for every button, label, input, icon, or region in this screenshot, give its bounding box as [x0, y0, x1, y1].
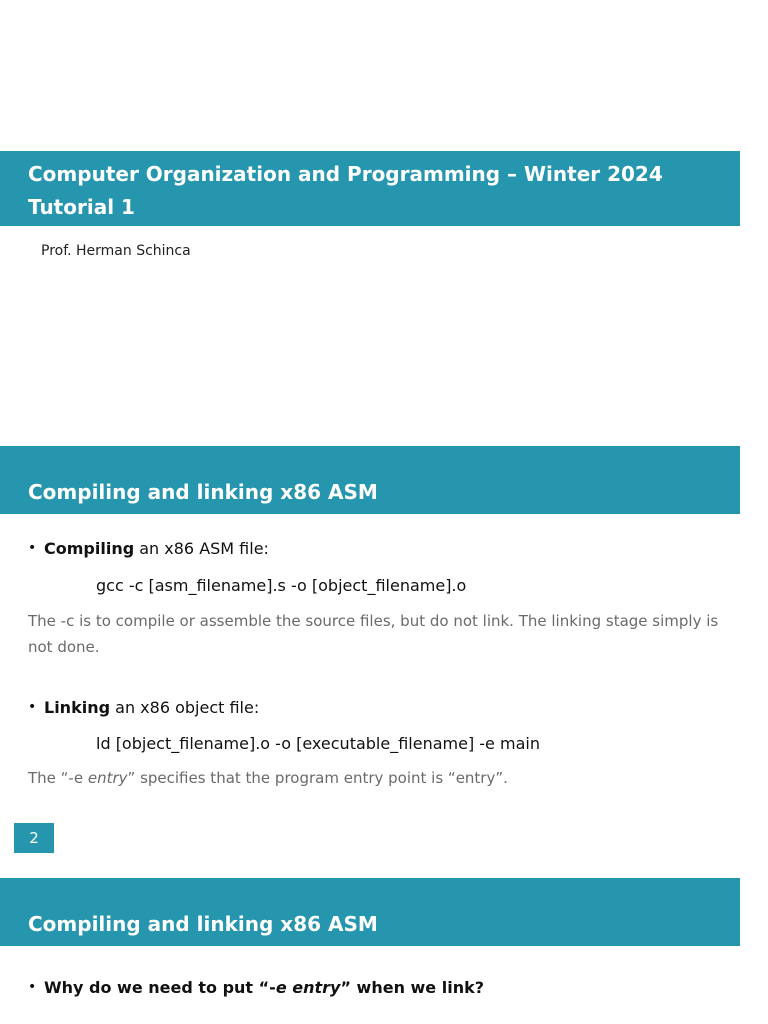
question-entry: e entry	[275, 978, 341, 997]
bullet-dot-icon: •	[28, 979, 37, 995]
presentation-title: Computer Organization and Programming – Winter 2024	[28, 162, 663, 186]
bullet-compiling-text: an x86 ASM file:	[134, 539, 269, 558]
question-part1: Why do we need to put “-	[44, 978, 276, 997]
bullet-compiling	[28, 539, 269, 558]
presentation-subtitle: Tutorial 1	[28, 195, 135, 219]
question-text	[44, 978, 484, 997]
page-number-badge: 2	[14, 823, 54, 853]
bullet-linking	[28, 698, 259, 717]
bullet-dot-icon: •	[28, 540, 37, 556]
bullet-compiling-bold: Compiling	[44, 539, 135, 558]
link-note-part1: The “-e	[28, 769, 88, 787]
link-command: ld [object_filename].o -o [executable_filename] -e main	[96, 734, 540, 753]
compile-command: gcc -c [asm_filename].s -o [object_filename].o	[96, 576, 467, 595]
author-name: Prof. Herman Schinca	[41, 243, 191, 259]
slide-3-title: Compiling and linking x86 ASM	[28, 912, 378, 936]
bullet-dot-icon: •	[28, 699, 37, 715]
title-banner	[0, 151, 740, 226]
bullet-question	[28, 978, 484, 997]
question-part2: ” when we link?	[340, 978, 485, 997]
link-note-entry: entry	[87, 769, 128, 787]
slide-2-header	[0, 446, 740, 514]
compile-note: The -c is to compile or assemble the source files, but do not link. The linking stage simply is not done.	[28, 612, 719, 656]
link-note	[28, 765, 728, 791]
slide-2-title: Compiling and linking x86 ASM	[28, 480, 378, 504]
bullet-linking-text: an x86 object file:	[110, 698, 260, 717]
slide-3-header	[0, 878, 740, 946]
link-note-part2: ” specifies that the program entry point is “entry”.	[127, 769, 508, 787]
bullet-linking-bold: Linking	[44, 698, 111, 717]
